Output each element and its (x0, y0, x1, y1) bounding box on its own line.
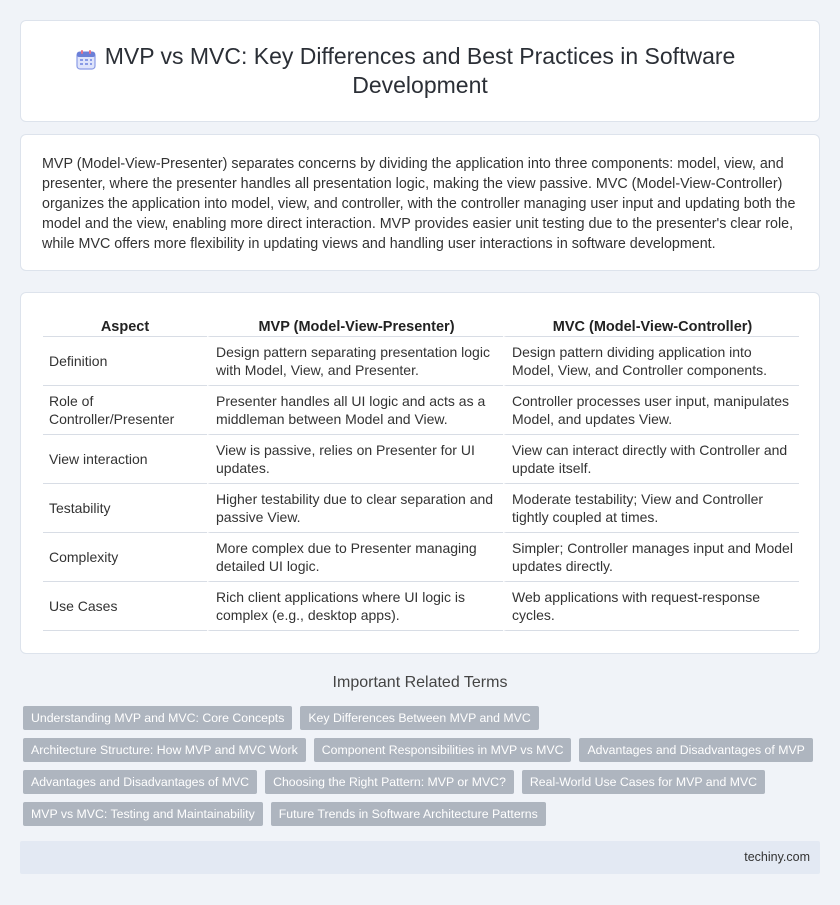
comparison-table (43, 313, 799, 631)
related-term-link[interactable]: Architecture Structure: How MVP and MVC Work (23, 738, 306, 762)
related-term-link[interactable]: Advantages and Disadvantages of MVP (579, 738, 812, 762)
related-term-link[interactable]: Understanding MVP and MVC: Core Concepts (23, 706, 292, 730)
related-term-link[interactable]: Future Trends in Software Architecture Patterns (271, 802, 546, 826)
related-term-link[interactable]: Key Differences Between MVP and MVC (300, 706, 538, 730)
header-card (20, 20, 820, 122)
related-term-link[interactable]: Choosing the Right Pattern: MVP or MVC? (265, 770, 514, 794)
cell-aspect: Use Cases (43, 582, 207, 631)
cell-mvp: Design pattern separating presentation logic with Model, View, and Presenter. (207, 337, 503, 386)
cell-mvp: Higher testability due to clear separation and passive View. (207, 484, 503, 533)
table-row (43, 533, 799, 582)
table-row (43, 484, 799, 533)
comparison-table-card (20, 292, 820, 654)
cell-mvp: View is passive, relies on Presenter for UI updates. (207, 435, 503, 484)
related-terms-title: Important Related Terms (332, 674, 508, 691)
related-term-link[interactable]: Real-World Use Cases for MVP and MVC (522, 770, 765, 794)
cell-mvc: View can interact directly with Controller and update itself. (503, 435, 799, 484)
footer-bar (20, 841, 820, 874)
cell-aspect: View interaction (43, 435, 207, 484)
page-title: MVP vs MVC: Key Differences and Best Practices in Software Development (104, 43, 736, 98)
intro-paragraph: MVP (Model-View-Presenter) separates concerns by dividing the application into three components: model, view, and presenter, where the presenter handles all presentation logic, making the view passive. MVC (Model-View-Controller) organizes the application into model, view, and controller, with the controller managing user input and updating both the model and the view, enabling more direct interaction. MVP provides easier unit testing due to the presenter's clear role, while MVC offers more flexibility in updating views and handling user interactions in software development. (42, 156, 796, 252)
related-term-link[interactable]: Advantages and Disadvantages of MVC (23, 770, 257, 794)
table-row (43, 337, 799, 386)
footer-brand-link[interactable]: techiny.com (744, 850, 810, 864)
cell-mvc: Controller processes user input, manipulates Model, and updates View. (503, 386, 799, 435)
header-mvp: MVP (Model-View-Presenter) (207, 313, 503, 337)
cell-mvc: Moderate testability; View and Controller tightly coupled at times. (503, 484, 799, 533)
cell-mvc: Simpler; Controller manages input and Model updates directly. (503, 533, 799, 582)
header-aspect: Aspect (43, 313, 207, 337)
related-terms-list (23, 706, 813, 826)
related-term-link[interactable]: Component Responsibilities in MVP vs MVC (314, 738, 572, 762)
table-header-row (43, 313, 799, 337)
cell-mvp: Rich client applications where UI logic is complex (e.g., desktop apps). (207, 582, 503, 631)
cell-mvc: Web applications with request-response cycles. (503, 582, 799, 631)
cell-mvp: More complex due to Presenter managing detailed UI logic. (207, 533, 503, 582)
table-row (43, 386, 799, 435)
cell-aspect: Definition (43, 337, 207, 386)
intro-card (20, 134, 820, 271)
cell-mvc: Design pattern dividing application into Model, View, and Controller components. (503, 337, 799, 386)
cell-mvp: Presenter handles all UI logic and acts as a middleman between Model and View. (207, 386, 503, 435)
cell-aspect: Testability (43, 484, 207, 533)
cell-aspect: Role of Controller/Presenter (43, 386, 207, 435)
cell-aspect: Complexity (43, 533, 207, 582)
related-term-link[interactable]: MVP vs MVC: Testing and Maintainability (23, 802, 263, 826)
table-row (43, 582, 799, 631)
table-row (43, 435, 799, 484)
header-mvc: MVC (Model-View-Controller) (503, 313, 799, 337)
